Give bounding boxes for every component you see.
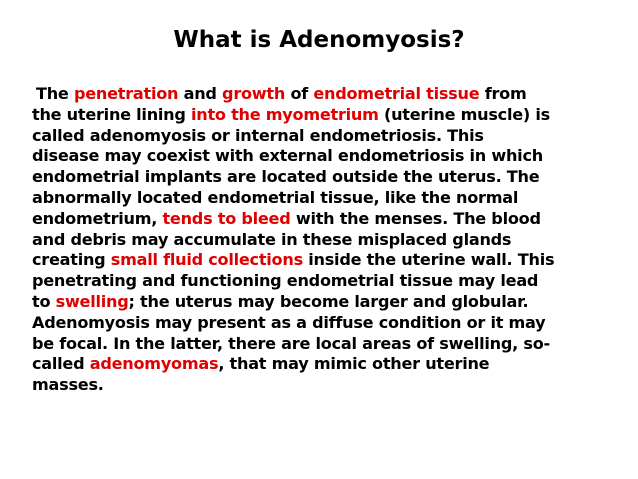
slide-body-text xyxy=(32,84,610,396)
text-run: be focal. In the latter, there are local areas of swelling, so- xyxy=(32,333,550,353)
text-run: inside the uterine wall. This xyxy=(302,250,555,270)
paragraph-line xyxy=(32,313,610,334)
text-run: of xyxy=(285,84,314,103)
paragraph-line xyxy=(32,105,610,126)
highlighted-term: endometrial tissue xyxy=(313,84,480,103)
paragraph-line xyxy=(32,250,610,271)
text-run: disease may coexist with external endometriosis in which xyxy=(32,146,543,166)
text-run: the uterine lining xyxy=(32,104,192,124)
paragraph-line xyxy=(32,230,610,251)
highlighted-term: tends to bleed xyxy=(162,208,291,228)
text-run: called adenomyosis or internal endometriosis. This xyxy=(32,125,484,145)
text-run: and debris may accumulate in these misplaced glands xyxy=(32,229,512,249)
highlighted-term: swelling xyxy=(55,291,129,311)
highlighted-term: small fluid collections xyxy=(110,250,303,270)
text-run: masses. xyxy=(32,375,104,395)
text-run: from xyxy=(479,84,527,103)
text-run: (uterine muscle) is xyxy=(378,104,550,124)
text-run: to xyxy=(32,291,56,311)
text-run: with the menses. The blood xyxy=(290,208,541,228)
paragraph-line xyxy=(32,209,610,230)
highlighted-term: penetration xyxy=(73,84,179,103)
text-run: The xyxy=(36,84,74,103)
text-run: penetrating and functioning endometrial tissue may lead xyxy=(32,271,539,291)
paragraph-line xyxy=(32,84,610,105)
paragraph-line xyxy=(32,188,610,209)
paragraph-line xyxy=(32,375,610,396)
paragraph-line xyxy=(32,146,610,167)
text-run: , that may mimic other uterine xyxy=(218,354,490,374)
highlighted-term: into the myometrium xyxy=(191,104,379,124)
highlighted-term: growth xyxy=(222,84,286,103)
text-run: abnormally located endometrial tissue, like the normal xyxy=(32,187,519,207)
text-run: and xyxy=(178,84,223,103)
text-run: called xyxy=(32,354,90,374)
text-run: endometrium, xyxy=(32,208,163,228)
text-run: endometrial implants are located outside the uterus. The xyxy=(32,167,540,187)
paragraph-line xyxy=(32,354,610,375)
paragraph-line xyxy=(32,126,610,147)
paragraph-line xyxy=(32,334,610,355)
text-run: Adenomyosis may present as a diffuse condition or it may xyxy=(32,312,546,332)
slide-title: What is Adenomyosis? xyxy=(173,27,465,53)
paragraph-line xyxy=(32,271,610,292)
text-run: ; the uterus may become larger and globular. xyxy=(128,291,529,311)
paragraph-line xyxy=(32,167,610,188)
highlighted-term: adenomyomas xyxy=(89,354,219,374)
paragraph-line xyxy=(32,292,610,313)
text-run: creating xyxy=(32,250,111,270)
